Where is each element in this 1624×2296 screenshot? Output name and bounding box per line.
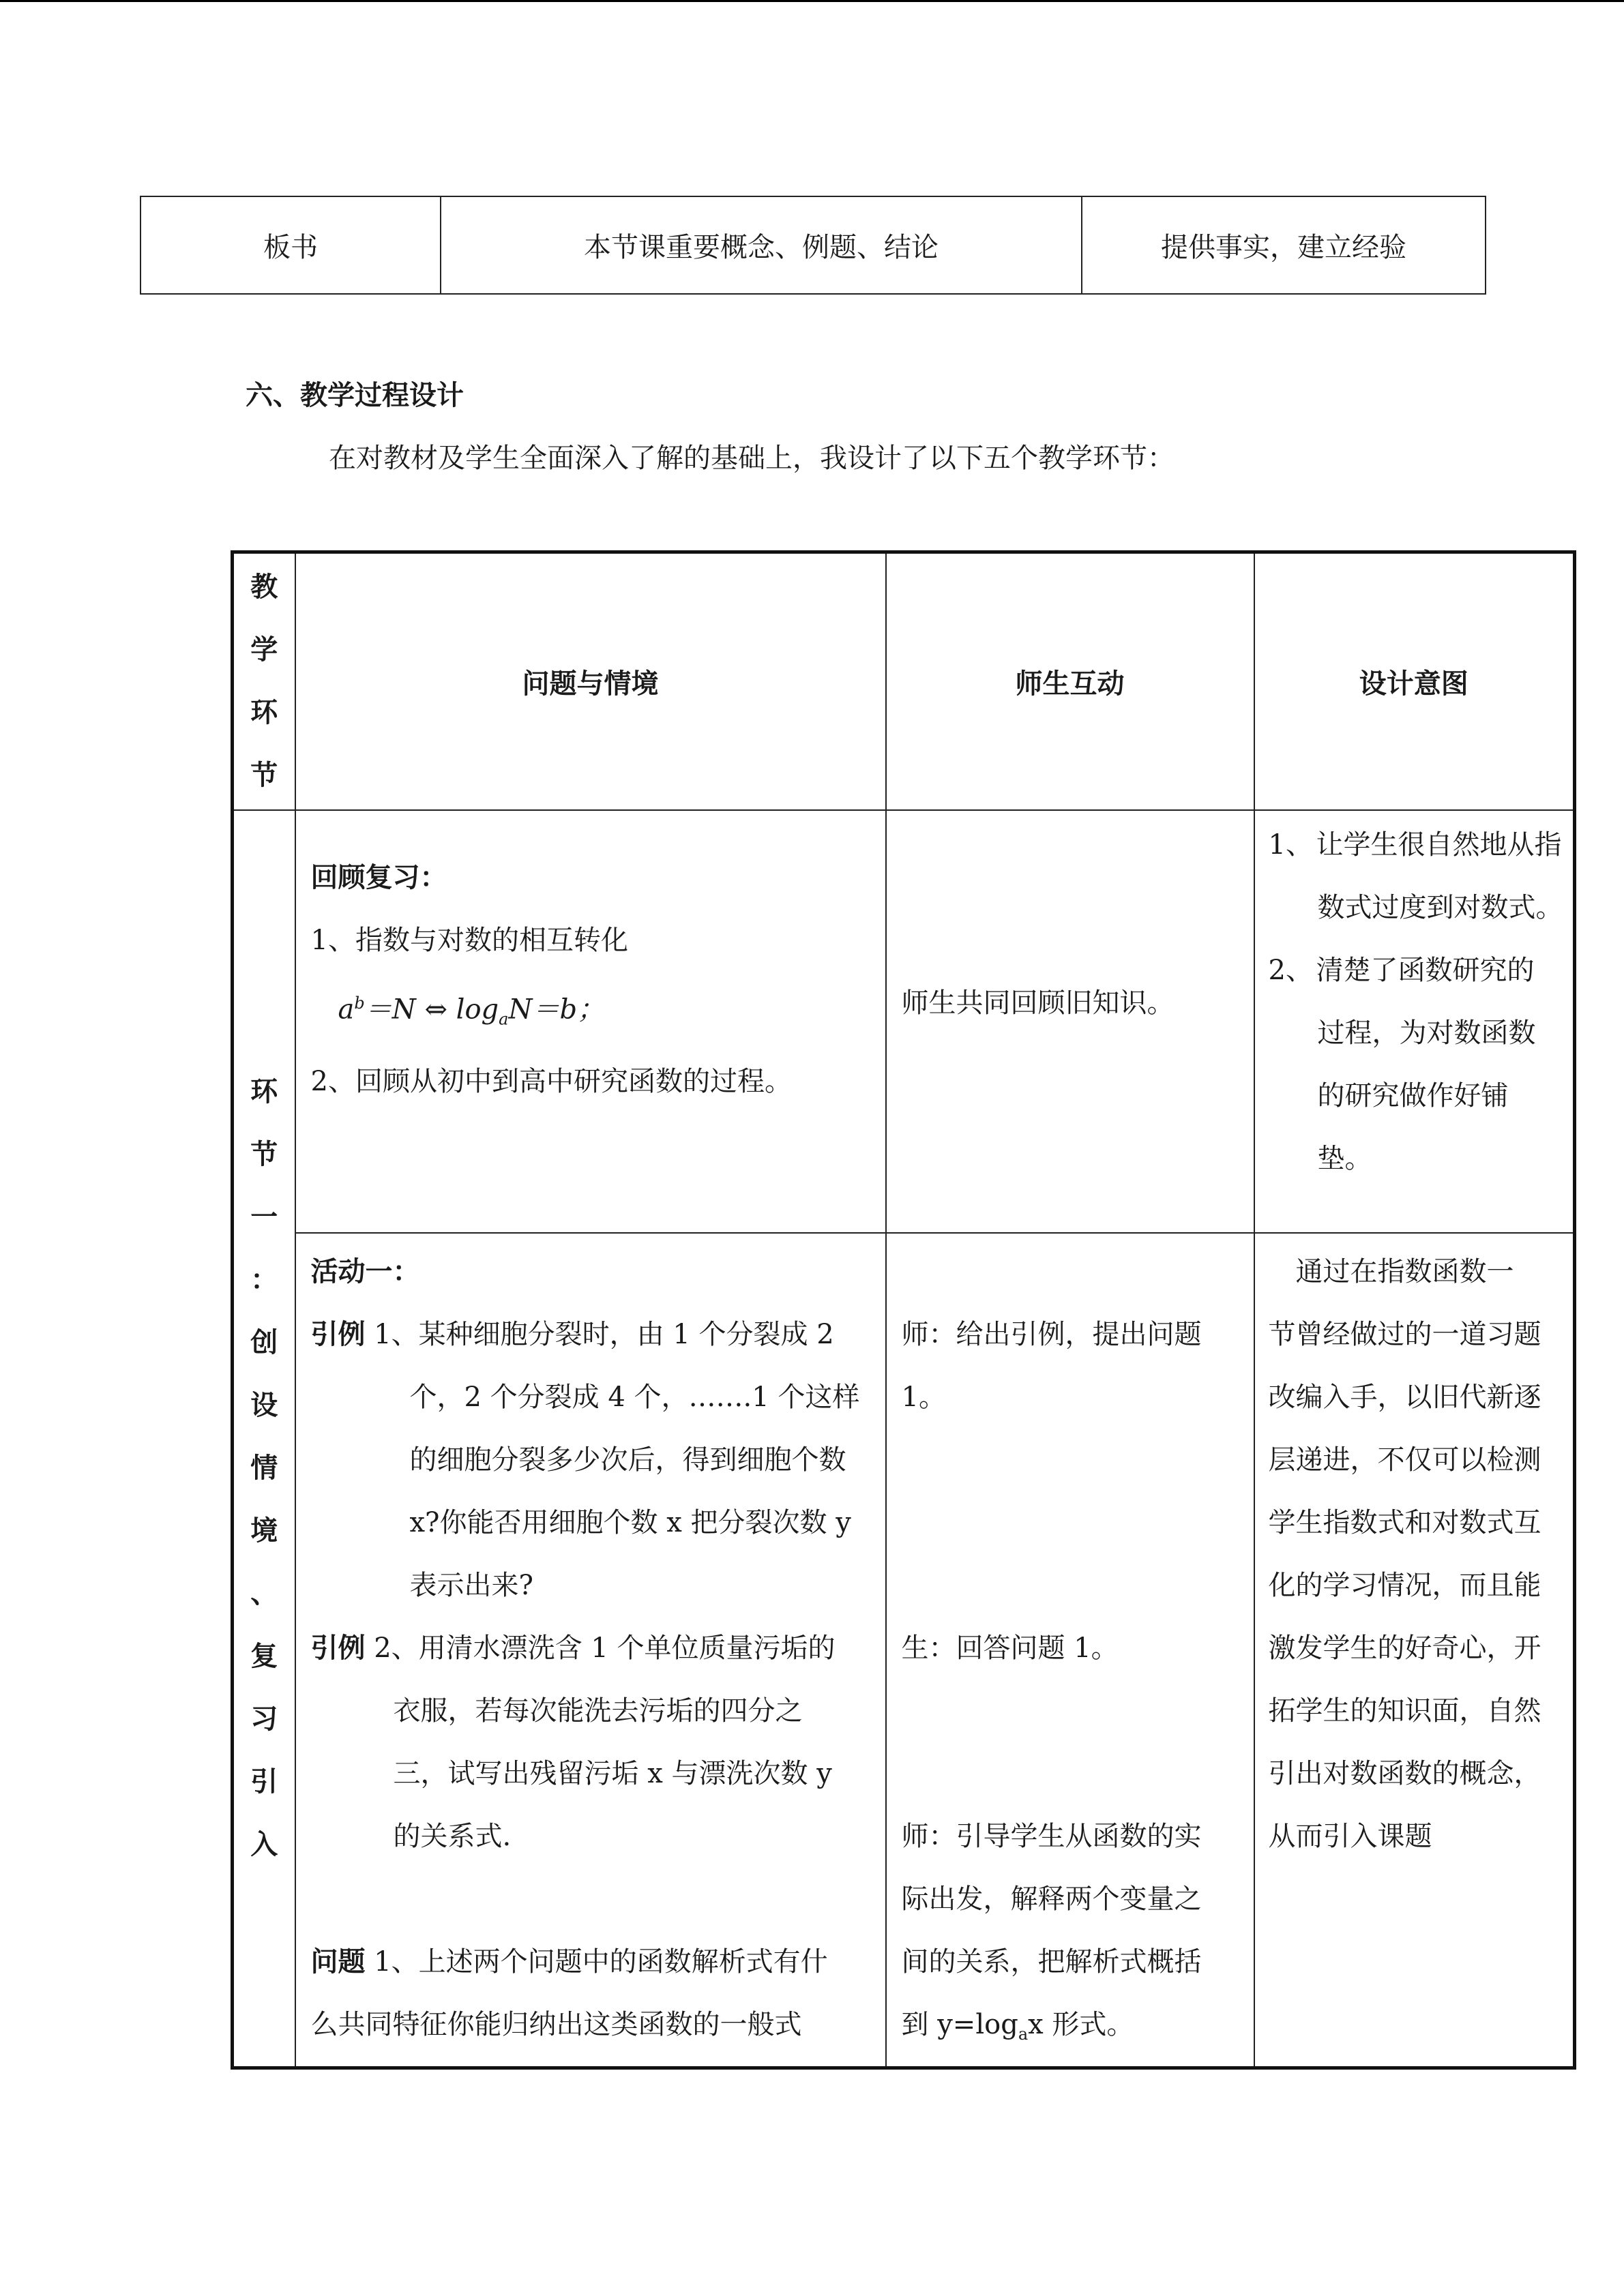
review-intent-cell	[1254, 810, 1575, 1233]
stage-char: 一	[250, 1200, 278, 1233]
blackboard-cell-label: 板书	[141, 196, 441, 294]
review-interaction-cell	[886, 810, 1254, 1233]
stage-char: 节	[250, 1137, 278, 1170]
interaction-teacher-2-cont: 际出发，解释两个变量之	[901, 1883, 1202, 1915]
review-item-1: 1、指数与对数的相互转化	[310, 924, 628, 956]
review-interaction: 师生共同回顾旧知识。	[901, 987, 1175, 1019]
stage-char: 入	[250, 1828, 278, 1860]
header-stage	[233, 552, 295, 810]
interaction-teacher-2-cont: 到 $y=\log_ax$ 形式。	[901, 2008, 1134, 2044]
intent-line: 层递进，不仅可以检测	[1268, 1444, 1541, 1476]
review-cell	[295, 810, 886, 1233]
header-stage-chars	[234, 556, 295, 807]
table-row	[233, 1233, 1575, 2068]
interaction-teacher-2: 师：引导学生从函数的实	[901, 1820, 1202, 1852]
stage-char: 、	[250, 1577, 278, 1609]
interaction-teacher-2-cont: 间的关系，把解析式概括	[901, 1945, 1202, 1978]
intent-item-2-cont3: 垫。	[1317, 1142, 1372, 1174]
blackboard-table	[140, 196, 1486, 295]
review-title: 回顾复习：	[310, 861, 447, 893]
stage-char: 环	[250, 1075, 278, 1107]
teaching-process-table	[231, 550, 1576, 2070]
header-stage-char: 教	[250, 571, 278, 603]
stage-char: ：	[250, 1263, 278, 1296]
header-problem: 问题与情境	[295, 552, 886, 810]
intent-item-1-cont: 数式过度到对数式。	[1317, 891, 1563, 923]
example-1-line: 表示出来?	[409, 1569, 533, 1601]
interaction-teacher-1-cont: 1。	[901, 1381, 946, 1413]
activity-interaction-cell	[886, 1233, 1254, 2068]
activity-title: 活动一：	[310, 1255, 420, 1287]
section-heading: 六、教学过程设计	[246, 379, 464, 411]
intent-line: 激发学生的好奇心，开	[1268, 1632, 1541, 1664]
stage-char: 情	[250, 1451, 278, 1484]
table-header-row	[233, 552, 1575, 810]
section-intro: 在对教材及学生全面深入了解的基础上，我设计了以下五个教学环节：	[329, 443, 1175, 474]
table-row	[233, 810, 1575, 1233]
interaction-student: 生：回答问题 1。	[901, 1632, 1119, 1664]
intent-item-2-cont1: 过程，为对数函数	[1317, 1017, 1536, 1049]
header-stage-char: 节	[250, 759, 278, 792]
stage-char: 引	[250, 1765, 278, 1798]
example-2-line: 三，试写出残留污垢 x 与漂洗次数 y	[393, 1757, 832, 1789]
blackboard-cell-content: 本节课重要概念、例题、结论	[441, 196, 1082, 294]
header-stage-char: 环	[250, 696, 278, 729]
stage-char: 境	[250, 1514, 278, 1547]
stage-chars	[234, 811, 295, 1876]
question-1-line: 么共同特征你能归纳出这类函数的一般式	[310, 2008, 802, 2040]
intent-line: 化的学习情况，而且能	[1268, 1569, 1541, 1601]
example-1-line: 的细胞分裂多少次后，得到细胞个数	[409, 1444, 846, 1476]
blackboard-cell-purpose: 提供事实，建立经验	[1082, 196, 1486, 294]
activity-intent	[1255, 1234, 1574, 1868]
example-1: 引例 1、某种细胞分裂时，由 1 个分裂成 2	[310, 1317, 834, 1350]
example-1-line: 个，2 个分裂成 4 个，…….1 个这样	[409, 1381, 860, 1413]
activity-cell	[295, 1233, 886, 2068]
stage-char: 复	[250, 1639, 278, 1672]
intent-item-1: 1、 让学生很自然地从指	[1268, 829, 1562, 861]
intent-line: 节曾经做过的一道习题	[1268, 1318, 1541, 1350]
stage-char: 创	[250, 1326, 278, 1358]
header-interaction: 师生互动	[886, 552, 1254, 810]
intent-line: 改编入手，以旧代新逐	[1268, 1381, 1541, 1413]
stage-char: 习	[250, 1702, 278, 1735]
example-2-line: 衣服，若每次能洗去污垢的四分之	[393, 1695, 803, 1727]
stage-cell	[233, 810, 295, 2068]
example-1-line: x?你能否用细胞个数 x 把分裂次数 y	[409, 1506, 851, 1538]
page-top-border	[0, 0, 1624, 2]
header-intent: 设计意图	[1254, 552, 1575, 810]
example-2-line: 的关系式.	[393, 1820, 512, 1852]
intent-line: 引出对数函数的概念，	[1268, 1757, 1541, 1789]
stage-char: 设	[250, 1388, 278, 1421]
intent-line: 从而引入课题	[1268, 1820, 1432, 1852]
intent-item-2-cont2: 的研究做作好铺	[1317, 1079, 1509, 1112]
activity-intent-cell	[1254, 1233, 1575, 2068]
example-2: 引例 2、用清水漂洗含 1 个单位质量污垢的	[310, 1631, 836, 1664]
intent-line: 学生指数式和对数式互	[1268, 1506, 1541, 1538]
review-item-2: 2、回顾从初中到高中研究函数的过程。	[310, 1065, 792, 1097]
header-stage-char: 学	[250, 633, 278, 666]
intent-line: 拓学生的知识面，自然	[1268, 1695, 1541, 1727]
question-1: 问题 1、上述两个问题中的函数解析式有什	[310, 1945, 828, 1978]
review-formula: $a^b=N$ ⇔ $\log_aN=b$；	[338, 993, 605, 1028]
intent-item-2: 2、 清楚了函数研究的	[1268, 954, 1535, 986]
intent-line: 通过在指数函数一	[1268, 1255, 1514, 1287]
interaction-teacher-1: 师：给出引例，提出问题	[901, 1318, 1202, 1350]
